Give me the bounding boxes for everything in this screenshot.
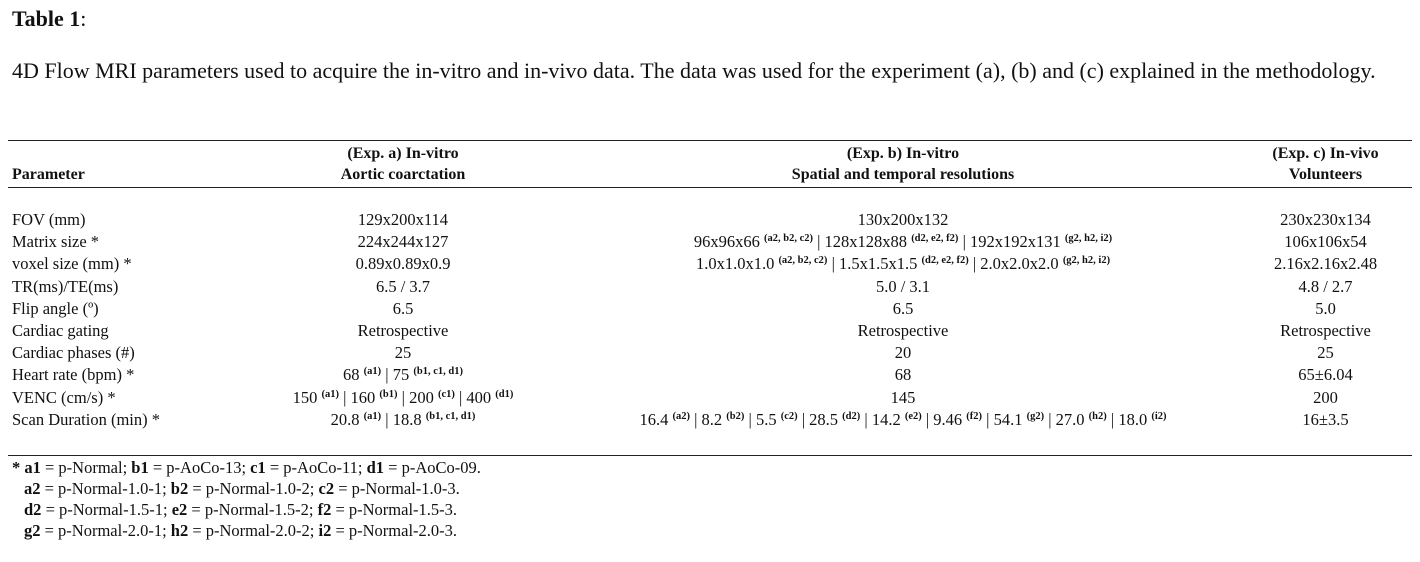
cell-exp-a <box>238 409 568 431</box>
cell-superscript: (a2, b2, c2) <box>778 255 828 267</box>
header-parameter: Parameter <box>12 166 85 183</box>
cell-value: 1.0x1.0x1.0 <box>695 254 779 274</box>
cell-exp-c: 25 <box>1317 343 1334 363</box>
table-row <box>8 387 1412 409</box>
cell-value: | 400 <box>454 387 496 407</box>
footnote-line <box>12 520 481 541</box>
header-exp-a <box>238 143 568 185</box>
cell-value: | 200 <box>397 387 438 407</box>
footnote-desc: = p-Normal-1.0-3. <box>334 479 460 498</box>
cell-superscript: (a2, b2, c2) <box>764 233 813 245</box>
cell-exp-b <box>568 298 1238 320</box>
cell-superscript: (a1) <box>321 388 339 400</box>
cell-superscript: (d1) <box>495 388 514 400</box>
footnote-line <box>12 478 481 499</box>
cell-superscript: (g2) <box>1026 410 1045 422</box>
footnote-key: f2 <box>317 500 332 519</box>
top-rule <box>8 140 1412 141</box>
cell-exp-b <box>568 320 1238 342</box>
cell-parameter: Cardiac phases (#) <box>12 343 135 363</box>
header-exp-a-line1: (Exp. a) In-vitro <box>347 145 459 162</box>
cell-value: 6.5 / 3.7 <box>375 276 431 296</box>
cell-exp-a <box>238 387 568 409</box>
cell-value: | 160 <box>338 387 380 407</box>
cell-exp-a <box>238 209 568 231</box>
table-row <box>8 409 1412 431</box>
cell-value: | 18.0 <box>1106 409 1152 429</box>
cell-value: | 54.1 <box>982 409 1027 429</box>
footnote-line <box>12 457 481 478</box>
footnote-key: c1 <box>250 458 266 477</box>
cell-exp-c: 230x230x134 <box>1280 210 1371 229</box>
cell-value: | 8.2 <box>689 409 727 429</box>
cell-superscript: (d2, e2, f2) <box>911 233 959 245</box>
cell-parameter: Heart rate (bpm) * <box>12 365 135 385</box>
table-footnotes <box>12 457 481 541</box>
cell-value: | 75 <box>381 365 414 385</box>
cell-parameter: Flip angle (º) <box>12 298 99 318</box>
cell-value: | 5.5 <box>744 409 781 429</box>
footnote-key: b2 <box>170 479 189 498</box>
table-row <box>8 298 1412 320</box>
footnote-desc: = p-Normal-1.5-3. <box>331 500 458 519</box>
table-label-suffix: : <box>80 6 87 31</box>
table-caption: 4D Flow MRI parameters used to acquire the in-vitro and in-vivo data. The data was used for the experiment (a), (b) and (c) explained in the methodology. <box>12 58 1376 83</box>
cell-exp-c: 65±6.04 <box>1298 365 1353 385</box>
cell-superscript: (d2, e2, f2) <box>921 255 969 267</box>
cell-value: 150 <box>292 387 322 407</box>
header-exp-c-line2: Volunteers <box>1288 166 1363 183</box>
cell-parameter: voxel size (mm) * <box>12 254 132 274</box>
table-row <box>8 320 1412 342</box>
cell-exp-c: Retrospective <box>1280 320 1371 340</box>
footnote-key: d2 <box>24 500 42 519</box>
cell-value: 5.0 / 3.1 <box>875 276 931 296</box>
cell-value: | 28.5 <box>797 409 843 429</box>
cell-value: 6.5 <box>892 298 914 318</box>
footnote-desc: = p-AoCo-09. <box>384 458 481 477</box>
cell-value: 68 <box>894 365 912 385</box>
header-exp-b <box>568 143 1238 185</box>
table-title <box>12 6 86 32</box>
cell-value: | 9.46 <box>921 409 967 429</box>
cell-exp-a <box>238 320 568 342</box>
footnote-desc: = p-Normal-1.0-2; <box>188 479 319 498</box>
table-label: Table 1 <box>12 6 81 31</box>
cell-exp-b <box>568 387 1238 409</box>
cell-value: | 27.0 <box>1044 409 1089 429</box>
cell-exp-b <box>568 409 1238 431</box>
cell-value: 25 <box>394 343 412 363</box>
cell-exp-c: 4.8 / 2.7 <box>1298 276 1353 296</box>
table-header <box>8 143 1412 187</box>
cell-superscript: (b1, c1, d1) <box>425 410 476 422</box>
cell-value: Retrospective <box>857 320 949 340</box>
cell-value: | 1.5x1.5x1.5 <box>827 254 922 274</box>
cell-exp-b <box>568 209 1238 231</box>
cell-exp-a <box>238 342 568 364</box>
cell-exp-c: 200 <box>1313 387 1338 407</box>
cell-superscript: (a2) <box>672 410 690 422</box>
cell-value: 145 <box>890 387 916 407</box>
cell-exp-c: 106x106x54 <box>1284 232 1367 252</box>
header-exp-b-line1: (Exp. b) In-vitro <box>846 145 960 162</box>
cell-value: | 2.0x2.0x2.0 <box>968 254 1063 274</box>
bottom-rule <box>8 455 1412 456</box>
footnote-key: c2 <box>318 479 335 498</box>
cell-value: Retrospective <box>357 320 449 340</box>
cell-exp-c: 5.0 <box>1315 298 1336 318</box>
cell-exp-b <box>568 253 1238 275</box>
cell-value: 20.8 <box>330 409 364 429</box>
cell-superscript: (f2) <box>966 410 983 422</box>
cell-value: | 192x192x131 <box>958 232 1065 252</box>
cell-exp-b <box>568 364 1238 386</box>
footnote-key: e2 <box>171 500 188 519</box>
cell-exp-c: 2.16x2.16x2.48 <box>1273 254 1378 274</box>
cell-value: 68 <box>343 365 364 385</box>
cell-superscript: (b2) <box>726 410 745 422</box>
cell-superscript: (c2) <box>780 410 798 422</box>
cell-parameter: TR(ms)/TE(ms) <box>12 276 119 296</box>
cell-exp-a <box>238 253 568 275</box>
footnote-key: h2 <box>170 521 189 540</box>
footnote-key: b1 <box>131 458 149 477</box>
cell-superscript: (a1) <box>363 410 382 422</box>
cell-value: | 18.8 <box>381 409 426 429</box>
cell-value: | 14.2 <box>860 409 905 429</box>
footnote-key: a2 <box>24 479 41 498</box>
cell-value: | 128x128x88 <box>813 232 912 252</box>
cell-value: 0.89x0.89x0.9 <box>355 254 451 274</box>
footnote-key: g2 <box>24 521 41 540</box>
header-exp-c <box>1243 143 1408 185</box>
cell-exp-a <box>238 298 568 320</box>
footnote-desc: = p-Normal; <box>40 458 132 477</box>
footnote-desc: = p-Normal-1.5-1; <box>41 500 172 519</box>
table-body <box>8 209 1412 431</box>
cell-exp-a <box>238 364 568 386</box>
cell-superscript: (i2) <box>1151 410 1167 422</box>
table-row <box>8 342 1412 364</box>
footnote-desc: = p-AoCo-13; <box>148 458 251 477</box>
cell-parameter: Matrix size * <box>12 232 100 252</box>
cell-superscript: (h2) <box>1088 410 1107 422</box>
footnote-desc: = p-Normal-1.5-2; <box>187 500 318 519</box>
footnote-desc: = p-AoCo-11; <box>265 458 367 477</box>
cell-superscript: (e2) <box>904 410 922 422</box>
header-exp-b-line2: Spatial and temporal resolutions <box>791 166 1015 183</box>
cell-value: 224x244x127 <box>357 232 449 252</box>
footnote-line <box>12 499 481 520</box>
cell-exp-a <box>238 231 568 253</box>
table-row <box>8 253 1412 275</box>
cell-value: 16.4 <box>639 409 673 429</box>
cell-exp-b <box>568 342 1238 364</box>
cell-exp-b <box>568 276 1238 298</box>
cell-exp-c: 16±3.5 <box>1302 409 1349 429</box>
cell-parameter: Scan Duration (min) * <box>12 409 161 429</box>
table-row <box>8 276 1412 298</box>
table-row <box>8 364 1412 386</box>
cell-value: 96x96x66 <box>693 232 764 252</box>
cell-parameter: Cardiac gating <box>12 320 109 340</box>
table-row <box>8 209 1412 231</box>
footnote-asterisk: * <box>12 458 25 477</box>
table-row <box>8 231 1412 253</box>
cell-superscript: (d2) <box>842 410 861 422</box>
cell-value: 6.5 <box>392 298 414 318</box>
cell-exp-a <box>238 276 568 298</box>
cell-value: 129x200x114 <box>357 210 449 229</box>
header-exp-a-line2: Aortic coarctation <box>340 166 466 183</box>
cell-superscript: (c1) <box>437 388 455 400</box>
cell-exp-b <box>568 231 1238 253</box>
cell-superscript: (b1) <box>379 388 398 400</box>
cell-parameter: VENC (cm/s) * <box>12 387 116 407</box>
footnote-desc: = p-Normal-2.0-3. <box>331 521 458 540</box>
cell-superscript: (g2, h2, i2) <box>1064 233 1113 245</box>
footnote-desc: = p-Normal-2.0-2; <box>188 521 319 540</box>
header-rule <box>8 187 1412 188</box>
cell-superscript: (b1, c1, d1) <box>413 366 463 378</box>
cell-value: 130x200x132 <box>857 210 949 229</box>
footnote-key: a1 <box>24 458 41 477</box>
cell-superscript: (a1) <box>363 366 382 378</box>
header-exp-c-line1: (Exp. c) In-vivo <box>1272 145 1379 162</box>
cell-superscript: (g2, h2, i2) <box>1062 255 1111 267</box>
footnote-key: i2 <box>318 521 332 540</box>
footnote-desc: = p-Normal-2.0-1; <box>40 521 171 540</box>
cell-value: 20 <box>894 343 912 363</box>
footnote-key: d1 <box>366 458 385 477</box>
footnote-desc: = p-Normal-1.0-1; <box>40 479 171 498</box>
cell-parameter: FOV (mm) <box>12 210 86 229</box>
